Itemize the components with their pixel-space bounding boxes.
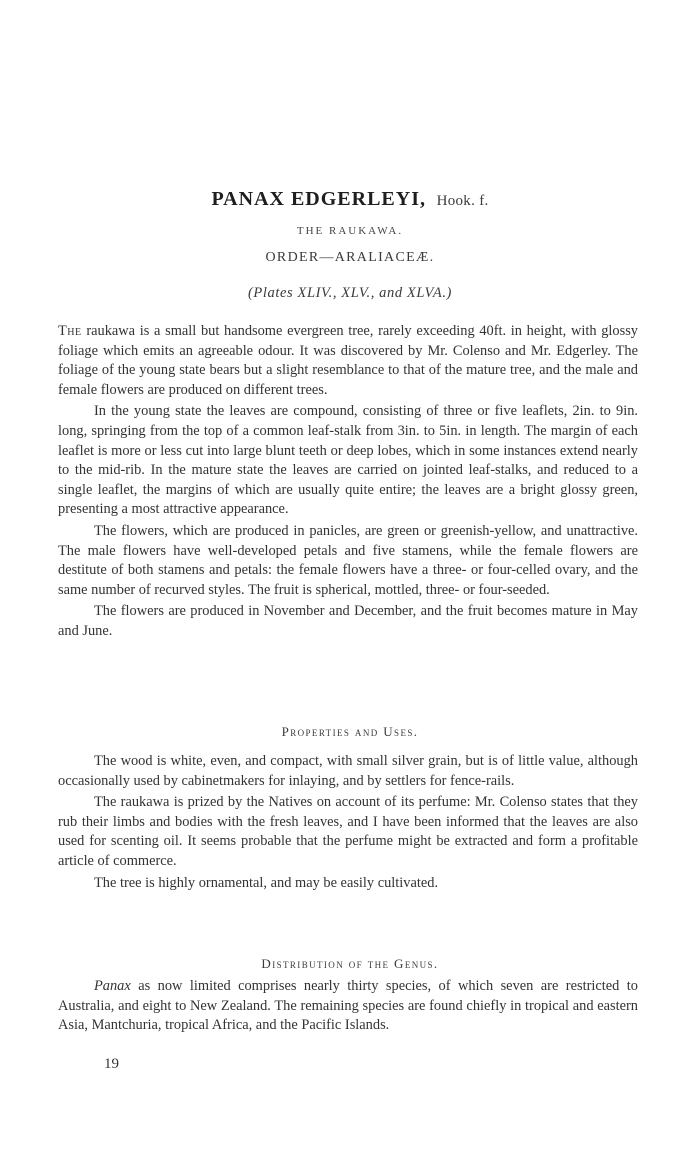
- description-paragraph: The flowers, which are produced in panicles, are green or greenish-yellow, and unattractive. The male flowers have well-developed petals and five stamens, while the female flowers are destitute of both stamens and petals: the female flowers have a three- or four-celled ovary, and the same number of recurved styles. The fruit is spherical, mottled, three- or four-seeded.: [58, 522, 638, 598]
- distribution-heading: Distribution of the Genus.: [261, 956, 439, 971]
- description-paragraph: The raukawa is a small but handsome evergreen tree, rarely exceeding 40ft. in height, with glossy foliage which emits an agreeable odour. It was discovered by Mr. Colenso and Mr. Edgerley. The foliage of the young state bears but a slight resemblance to that of the mature tree, and the male and female flowers are produced on different trees.: [58, 323, 638, 398]
- description-section: [58, 322, 638, 644]
- lead-word: The: [58, 323, 82, 339]
- description-paragraph: In the young state the leaves are compound, consisting of three or five leaflets, 2in. to 9in. long, springing from the top of a common leaf-stalk from 3in. to 5in. in length. The margin of each leaflet is more or less cut into large blunt teeth or deep lobes, which in some instances extend nearly to the mid-rib. In the mature state the leaves are carried on jointed leaf-stalks, and reduced to a single leaflet, the margins of which are usually quite entire; the leaves are a bright glossy green, presenting a most attractive appearance.: [58, 403, 638, 518]
- properties-section: [58, 752, 638, 895]
- genus-name: Panax: [94, 978, 131, 994]
- properties-paragraph: The wood is white, even, and compact, with small silver grain, but is of little value, although occasionally used by cabinetmakers for inlaying, and by settlers for fence-rails.: [58, 753, 638, 789]
- species-name: PANAX EDGERLEYI,: [211, 188, 426, 210]
- order-line: ORDER—ARALIACEÆ.: [265, 250, 435, 265]
- page-number: 19: [104, 1056, 119, 1072]
- description-paragraph: The flowers are produced in November and December, and the fruit becomes mature in May and June.: [58, 603, 638, 639]
- species-authority: Hook. f.: [436, 193, 489, 209]
- page-title: [0, 188, 700, 211]
- properties-heading: Properties and Uses.: [281, 724, 419, 739]
- properties-paragraph: The tree is highly ornamental, and may be easily cultivated.: [94, 874, 439, 891]
- properties-paragraph: The raukawa is prized by the Natives on account of its perfume: Mr. Colenso states that they rub their limbs and bodies with the fresh leaves, and I have been informed that the leaves are also used for scenting oil. It seems probable that the perfume might be extracted and form a profitable article of commerce.: [58, 794, 638, 869]
- distribution-section: [58, 977, 638, 1038]
- common-name: THE RAUKAWA.: [296, 225, 404, 237]
- plates-reference: (Plates XLIV., XLV., and XLVA.): [247, 285, 452, 301]
- distribution-paragraph: Panax as now limited comprises nearly thirty species, of which seven are restricted to Australia, and eight to New Zealand. The remaining species are found chiefly in tropical and eastern Asia, Mantchuria, tropical Africa, and the Pacific Islands.: [58, 978, 638, 1034]
